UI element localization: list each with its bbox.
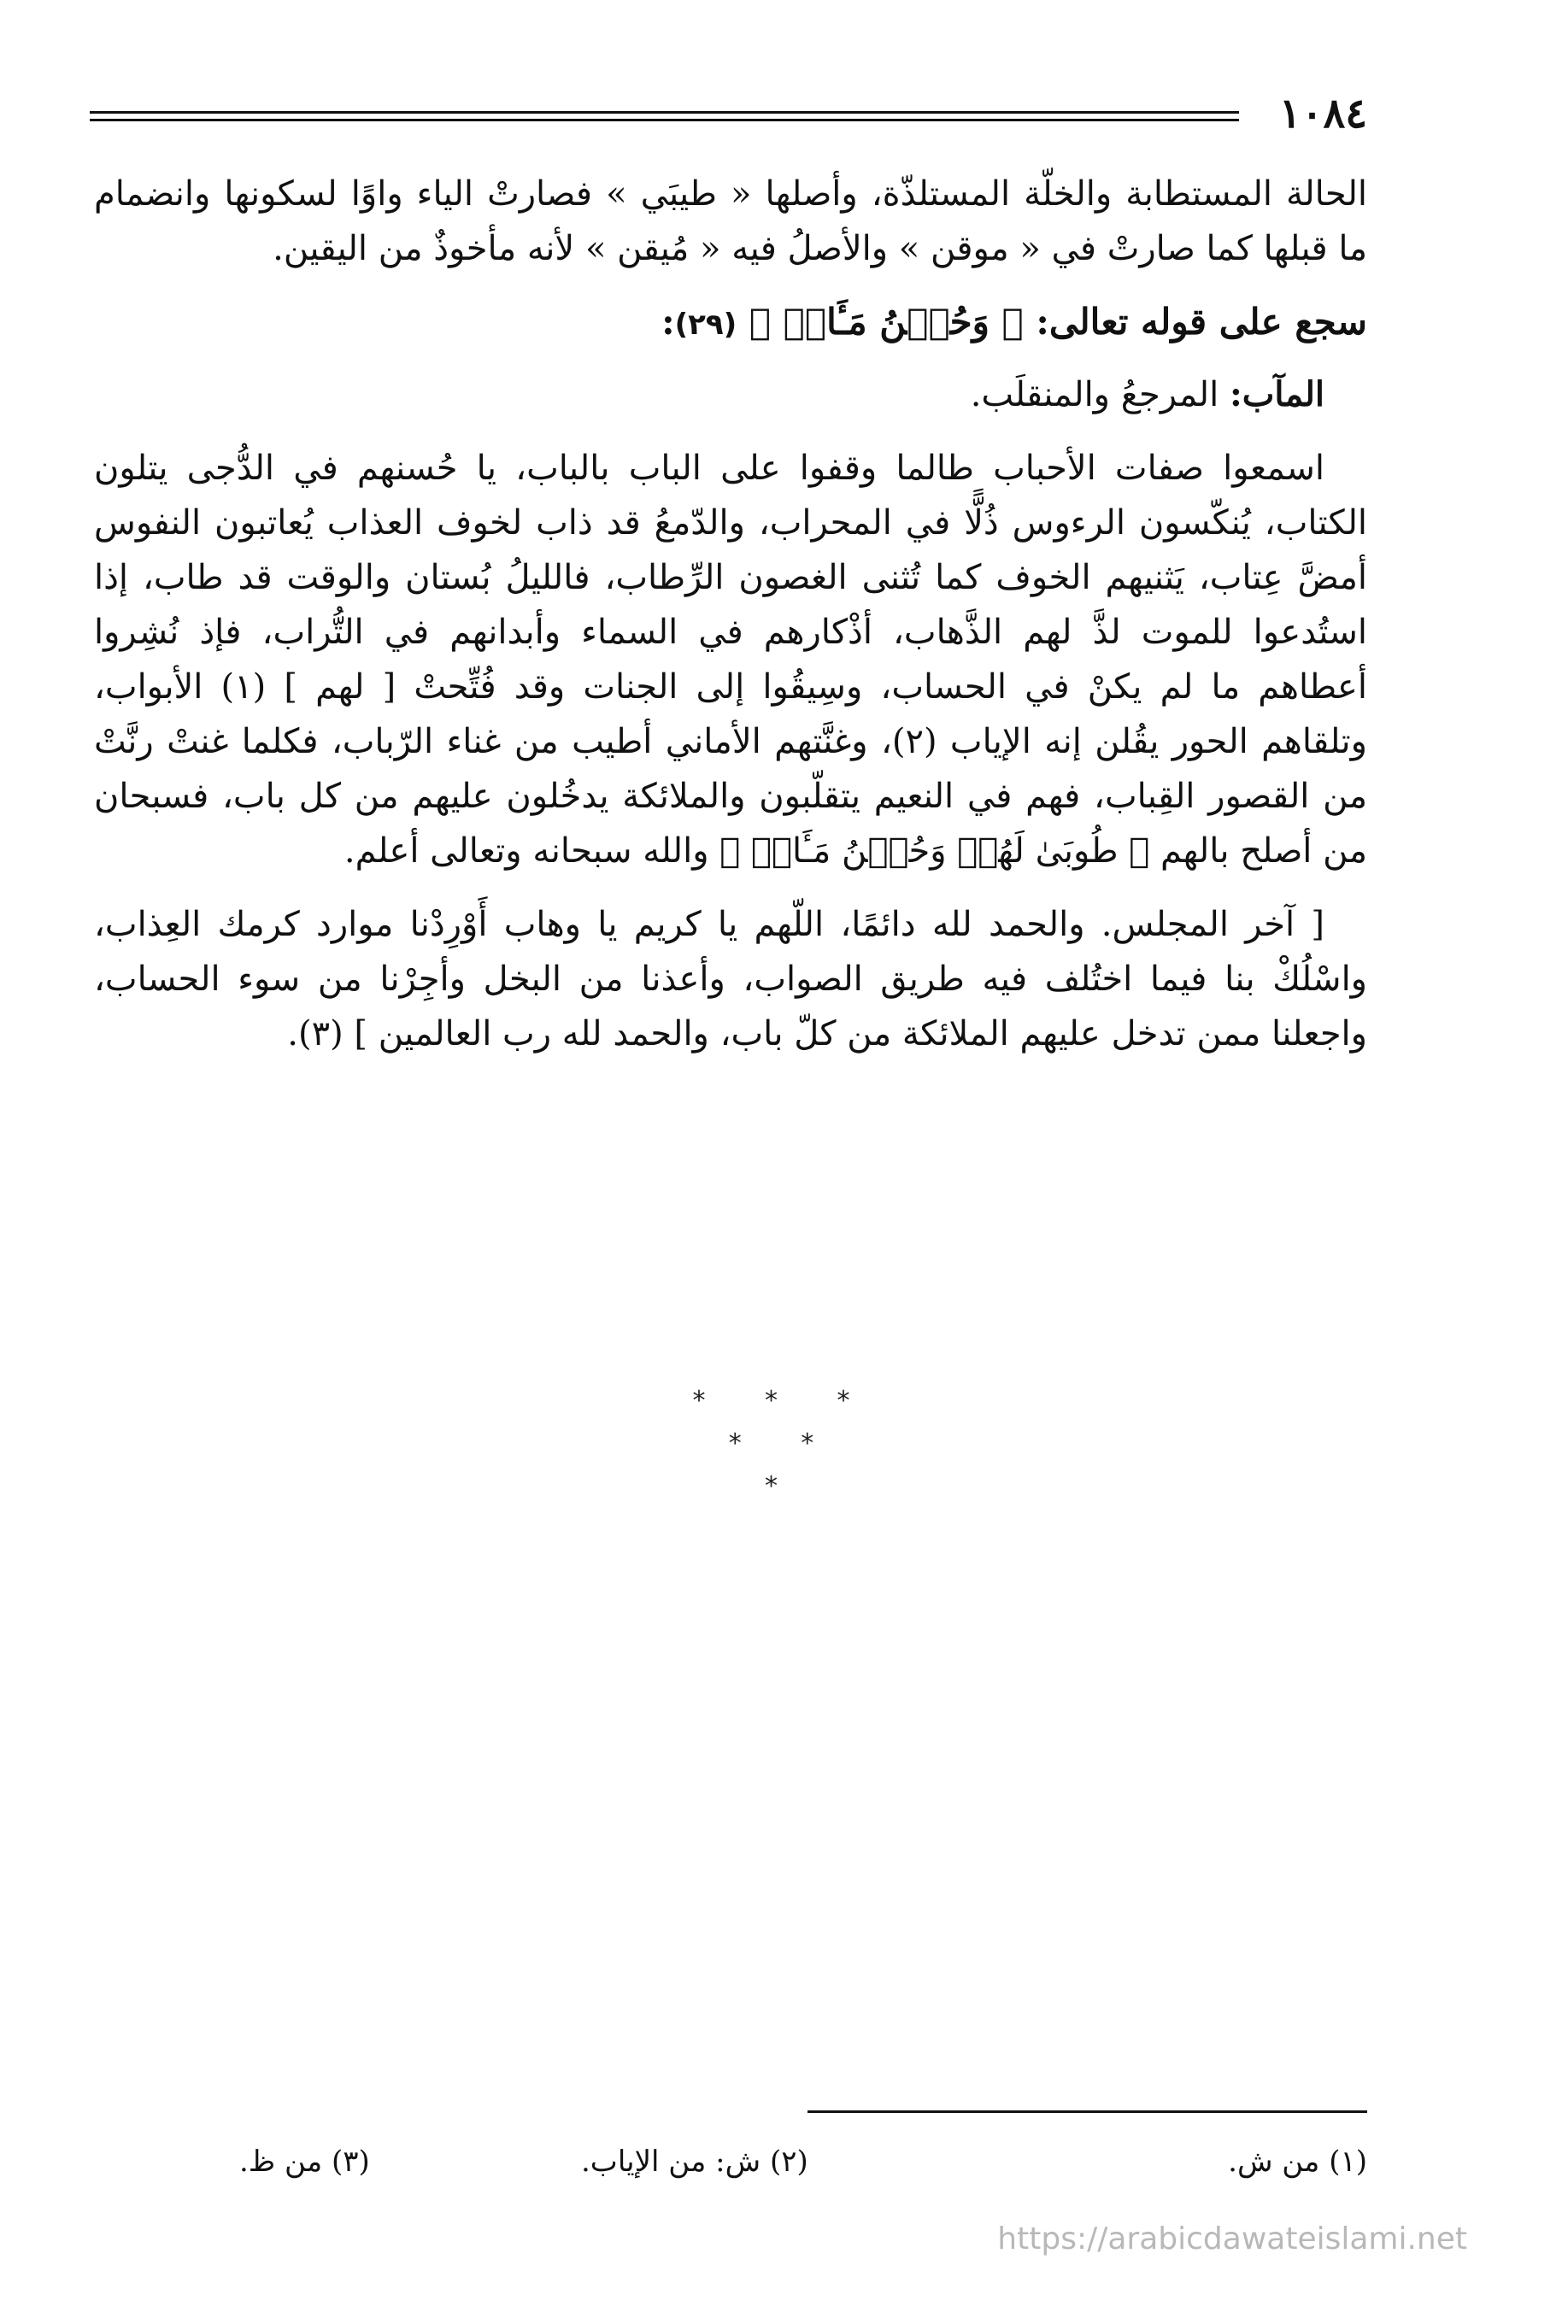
heading-prefix: سجع على قوله تعالى: xyxy=(1036,301,1367,343)
page-header xyxy=(90,90,1367,138)
footnote-rule xyxy=(807,2110,1367,2113)
main-paragraph: اسمعوا صفات الأحباب طالما وقفوا على الباب بالباب، يا حُسنهم في الدُّجى يتلون الكتاب، يُنكّسون الرءوس ذُلًّا في المحراب، والدّمعُ قد ذاب لخوف العذاب يُعاتبون النفوس أمضَّ عِتاب، يَثنيهم الخوف كما تُثنى الغصون الرِّطاب، فالليلُ بُستان والوقت قد طاب، إذا استُدعوا للموت لذَّ لهم الذَّهاب، أذْكارهم في السماء وأبدانهم في التُّراب، فإذ نُشِروا أعطاهم ما لم يكنْ في الحساب، وسِيقُوا إلى الجنات وقد فُتِّحتْ [ لهم ] (١) الأبواب، وتلقاهم الحور يقُلن إنه الإياب (٢)، وغنَّتهم الأماني أطيب من غناء الرّباب، فكلما غنتْ رنَّتْ من القصور القِباب، فهم في النعيم يتقلّبون والملائكة يدخُلون عليهم من كل باب، فسبحان من أصلح بالهم ﴿ طُوبَىٰ لَهُمۡ وَحُسۡنُ مَـَٔابٖ ﴾ والله سبحانه وتعالى أعلم. xyxy=(94,449,1367,871)
separator-row: * xyxy=(765,1471,803,1501)
footnote-3: (٣) من ظ. xyxy=(239,2145,370,2179)
heading-suffix: : xyxy=(661,301,675,343)
definition xyxy=(94,367,1367,422)
quran-verse: ﴿ وَحُسۡنُ مَـَٔابٖ ﴾ xyxy=(749,301,1024,343)
ayah-number: ٢٩ xyxy=(688,308,724,342)
header-rule-double xyxy=(90,119,1239,121)
ayah-number-marker: (٢٩) xyxy=(674,308,737,342)
closing-paragraph: [ آخر المجلس. والحمد لله دائمًا، اللّهم يا كريم يا وهاب أَوْرِدْنا موارد كرمك العِذاب، واسْلُكْ بنا فيما اختُلف فيه طريق الصواب، وأعذنا من البخل وأجِرْنا من سوء الحساب، واجعلنا ممن تدخل عليهم الملائكة من كلّ باب، والحمد لله رب العالمين ] (٣). xyxy=(94,905,1367,1053)
section-heading xyxy=(94,295,1367,352)
definition-text: المرجعُ والمنقلَب. xyxy=(970,375,1219,414)
definition-term: المآب: xyxy=(1229,374,1324,414)
watermark-url: https://arabicdawateislami.net xyxy=(997,2221,1467,2257)
separator-row: * * xyxy=(728,1429,840,1458)
footnotes xyxy=(239,2145,1367,2187)
header-rule xyxy=(90,111,1239,114)
intro-paragraph: الحالة المستطابة والخلّة المستلذّة، وأصلها « طيبَي » فصارتْ الياء واوًا لسكونها وانضمام ما قبلها كما صارتْ في « موقن » والأصلُ فيه « مُيقن » لأنه مأخوذٌ من اليقين. xyxy=(94,174,1367,268)
page-number: ١٠٨٤ xyxy=(1278,90,1367,138)
separator-row: * * * xyxy=(692,1386,876,1416)
main-text xyxy=(94,167,1367,1080)
footnote-1: (١) من ش. xyxy=(1228,2145,1367,2179)
footnote-2: (٢) ش: من الإياب. xyxy=(581,2145,808,2179)
section-separator xyxy=(0,1380,1568,1508)
